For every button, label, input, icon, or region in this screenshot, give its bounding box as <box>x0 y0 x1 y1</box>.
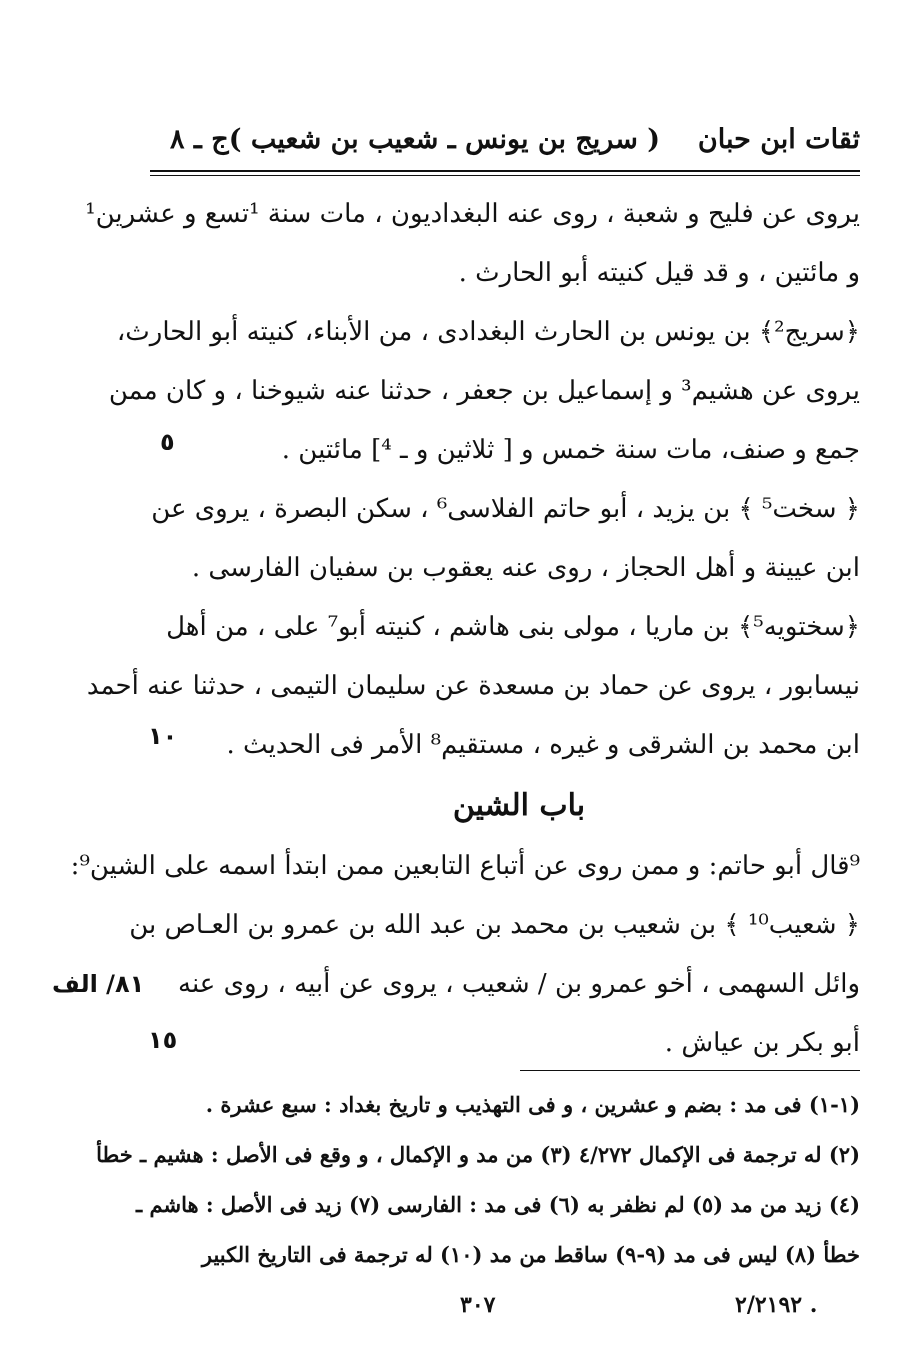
footnote-line: (١-١) فى مد : بضم و عشرين ، و فى التهذيب و تاريخ بغداد : سبع عشرة . <box>205 1092 860 1117</box>
text-line: ابن عيينة و أهل الحجاز ، روى عنه يعقوب بن سفيان الفارسى . <box>191 553 860 583</box>
line-number-10: ١٠ <box>148 722 178 750</box>
section-range: ( سريج بن يونس ـ شعيب بن شعيب ) <box>228 124 660 155</box>
book-title: ثقات ابن حبان <box>697 124 860 155</box>
text-line: ﴿ شعيب¹⁰ ﴾ بن شعيب بن محمد بن عبد الله بن عمرو بن العـاص بن <box>129 910 860 940</box>
text-line: أبو بكر بن عياش . <box>664 1028 860 1058</box>
text-line: يروى عن هشيم³ و إسماعيل بن جعفر ، حدثنا عنه شيوخنا ، و كان ممن <box>108 376 860 406</box>
section-heading: باب الشين <box>452 788 586 823</box>
text-line: نيسابور ، يروى عن حماد بن مسعدة عن سليمان التيمى ، حدثنا عنه أحمد <box>86 671 860 701</box>
footnote-line: (٤) زيد من مد (٥) لم نظفر به (٦) فى مد : الفارسى (٧) زيد فى الأصل : هاشم ـ <box>136 1192 860 1217</box>
text-line: وائل السهمى ، أخو عمرو بن / شعيب ، يروى عن أبيه ، روى عنه <box>178 969 861 999</box>
folio-marker: ٨١/ الف <box>52 970 145 998</box>
page-number: ٣٠٧ <box>460 1292 496 1318</box>
footnotes <box>96 1080 860 1280</box>
footnote-line: (٢) له ترجمة فى الإكمال ٤/٢٧٢ (٣) من مد و الإكمال ، و وقع فى الأصل : هشيم ـ خطأ <box>96 1142 860 1167</box>
header-rule <box>150 170 860 176</box>
footnote-rule <box>520 1070 860 1071</box>
footnote-line: خطأ (٨) ليس فى مد (٩-٩) ساقط من مد (١٠) له ترجمة فى التاريخ الكبير <box>201 1242 860 1267</box>
line-number-15: ١٥ <box>148 1026 178 1054</box>
print-code: ٢/٢١٩٢ . <box>735 1292 818 1318</box>
text-line: ﴿ سخت⁵ ﴾ بن يزيد ، أبو حاتم الفلاسى⁶ ، سكن البصرة ، يروى عن <box>151 494 860 524</box>
line-number-5: ٥ <box>160 428 175 456</box>
running-header <box>150 110 860 170</box>
text-line: ابن محمد بن الشرقى و غيره ، مستقيم⁸ الأمر فى الحديث . <box>226 730 860 760</box>
text-line: ⁹قال أبو حاتم: و ممن روى عن أتباع التابعين ممن ابتدأ اسمه على الشين⁹: <box>70 851 860 881</box>
text-line: ﴿سريج²﴾ بن يونس بن الحارث البغدادى ، من الأبناء، كنيته أبو الحارث، <box>116 317 860 347</box>
volume-label: ج ـ ٨ <box>170 124 229 155</box>
text-line: يروى عن فليح و شعبة ، روى عنه البغداديون ، مات سنة ¹تسع و عشرين¹ <box>85 199 860 229</box>
text-line: و مائتين ، و قد قيل كنيته أبو الحارث . <box>458 258 860 288</box>
text-line: ﴿سختويه⁵﴾ بن ماريا ، مولى بنى هاشم ، كنيته أبو⁷ على ، من أهل <box>166 612 860 642</box>
text-line: جمع و صنف، مات سنة خمس و [ ثلاثين و ـ ⁴] مائتين . <box>281 435 860 465</box>
